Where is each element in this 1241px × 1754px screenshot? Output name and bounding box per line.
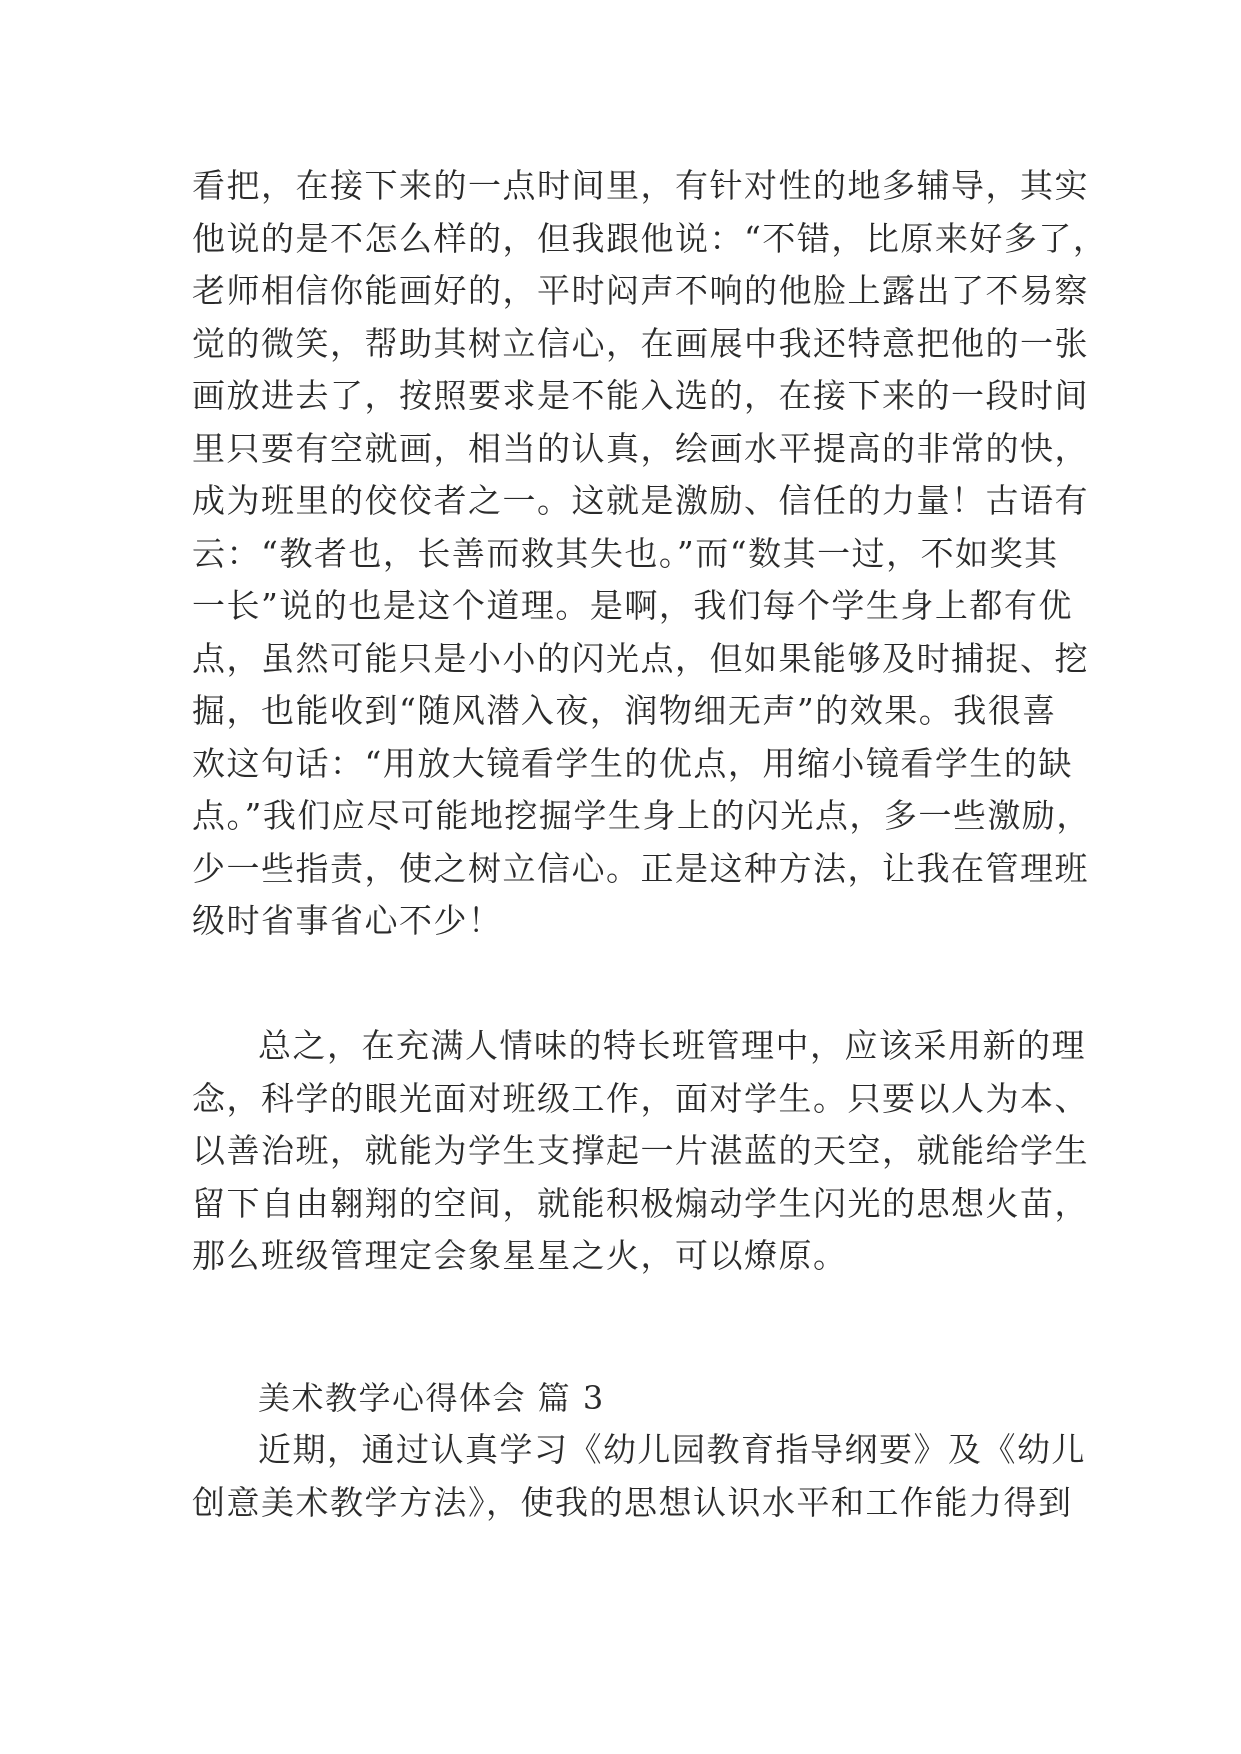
text-line: 创意美术教学方法》，使我的思想认识水平和工作能力得到 (192, 1482, 1073, 1522)
text-line: 觉的微笑，帮助其树立信心，在画展中我还特意把他的一张 (192, 323, 1089, 363)
text-line: 老师相信你能画好的，平时闷声不响的他脸上露出了不易察 (192, 271, 1089, 310)
text-line: 点。”我们应尽可能地挖掘学生身上的闪光点，多一些激励， (192, 796, 1091, 835)
paragraph-2 (192, 1020, 1089, 1283)
text-line: 成为班里的佼佼者之一。这就是激励、信任的力量！古语有 (192, 481, 1089, 520)
text-line: 近期，通过认真学习《幼儿园教育指导纲要》及《幼儿 (258, 1430, 1086, 1469)
text-line: 总之，在充满人情味的特长班管理中，应该采用新的理 (258, 1026, 1086, 1065)
text-line: 留下自由翱翔的空间，就能积极煽动学生闪光的思想火苗， (192, 1183, 1089, 1223)
paragraph-1 (192, 160, 1108, 948)
text-line: 欢这句话：“用放大镜看学生的优点，用缩小镜看学生的缺 (192, 743, 1073, 783)
text-line: 掘，也能收到“随风潜入夜，润物细无声”的效果。我很喜 (192, 691, 1057, 730)
section-heading: 美术教学心得体会 篇 3 (258, 1379, 605, 1417)
text-line: 看把，在接下来的一点时间里，有针对性的地多辅导，其实 (192, 166, 1089, 205)
text-line: 级时省事省心不少！ (192, 901, 503, 940)
text-line: 画放进去了，按照要求是不能入选的，在接下来的一段时间 (192, 376, 1089, 415)
text-line: 念，科学的眼光面对班级工作，面对学生。只要以人为本、 (192, 1078, 1089, 1118)
text-line: 那么班级管理定会象星星之火，可以燎原。 (192, 1236, 848, 1275)
text-line: 点，虽然可能只是小小的闪光点，但如果能够及时捕捉、挖 (192, 638, 1089, 678)
paragraph-3 (192, 1424, 1086, 1529)
text-line: 云：“教者也，长善而救其失也。”而“数其一过，不如奖其 (192, 533, 1059, 573)
text-line: 少一些指责，使之树立信心。正是这种方法，让我在管理班 (192, 848, 1089, 888)
text-line: 里只要有空就画，相当的认真，绘画水平提高的非常的快， (192, 428, 1089, 468)
text-line: 他说的是不怎么样的，但我跟他说：“不错，比原来好多了， (192, 218, 1108, 258)
text-line: 以善治班，就能为学生支撑起一片湛蓝的天空，就能给学生 (192, 1131, 1089, 1170)
text-line: 一长”说的也是这个道理。是啊，我们每个学生身上都有优 (192, 586, 1073, 625)
